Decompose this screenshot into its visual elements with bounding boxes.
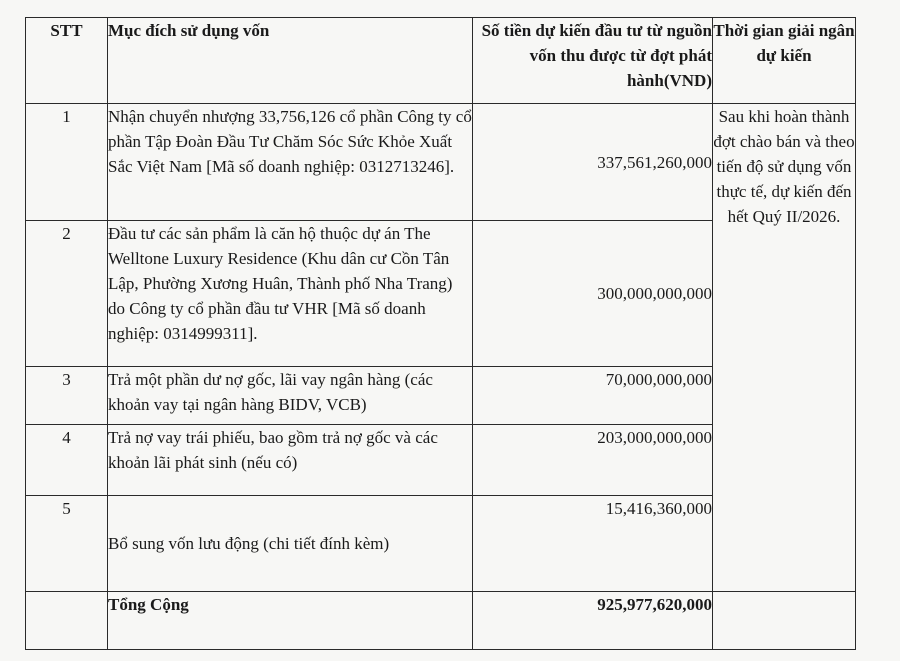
header-disbursement-time: Thời gian giải ngân dự kiến bbox=[713, 18, 856, 104]
row-amount: 15,416,360,000 bbox=[473, 496, 713, 592]
header-stt: STT bbox=[26, 18, 108, 104]
row-purpose: Đầu tư các sản phẩm là căn hộ thuộc dự án The Welltone Luxury Residence (Khu dân cư Cồn Tân Lập, Phường Xương Huân, Thành phố Nha Trang) do Công ty cổ phần đầu tư VHR [Mã số doanh nghiệp: 0314999311]. bbox=[108, 221, 473, 367]
row-amount: 203,000,000,000 bbox=[473, 425, 713, 496]
table-header-row bbox=[26, 18, 856, 104]
total-time-blank bbox=[713, 592, 856, 650]
capital-use-table bbox=[25, 17, 856, 650]
total-stt-blank bbox=[26, 592, 108, 650]
header-amount: Số tiền dự kiến đầu tư từ nguồn vốn thu được từ đợt phát hành(VND) bbox=[473, 18, 713, 104]
row-stt: 5 bbox=[26, 496, 108, 592]
total-amount: 925,977,620,000 bbox=[473, 592, 713, 650]
total-row bbox=[26, 592, 856, 650]
table-row bbox=[26, 104, 856, 221]
disbursement-time-cell: Sau khi hoàn thành đợt chào bán và theo tiến độ sử dụng vốn thực tế, dự kiến đến hết Quý II/2026. bbox=[713, 104, 856, 592]
row-amount: 300,000,000,000 bbox=[473, 221, 713, 367]
header-purpose: Mục đích sử dụng vốn bbox=[108, 18, 473, 104]
row-stt: 1 bbox=[26, 104, 108, 221]
row-purpose: Bổ sung vốn lưu động (chi tiết đính kèm) bbox=[108, 496, 473, 592]
total-label: Tổng Cộng bbox=[108, 592, 473, 650]
row-stt: 2 bbox=[26, 221, 108, 367]
row-purpose: Trả nợ vay trái phiếu, bao gồm trả nợ gốc và các khoản lãi phát sinh (nếu có) bbox=[108, 425, 473, 496]
row-stt: 3 bbox=[26, 367, 108, 425]
row-amount: 337,561,260,000 bbox=[473, 104, 713, 221]
row-purpose: Trả một phần dư nợ gốc, lãi vay ngân hàng (các khoản vay tại ngân hàng BIDV, VCB) bbox=[108, 367, 473, 425]
row-stt: 4 bbox=[26, 425, 108, 496]
row-purpose: Nhận chuyển nhượng 33,756,126 cổ phần Công ty cổ phần Tập Đoàn Đầu Tư Chăm Sóc Sức Khỏe Xuất Sắc Việt Nam [Mã số doanh nghiệp: 0312713246]. bbox=[108, 104, 473, 221]
row-amount: 70,000,000,000 bbox=[473, 367, 713, 425]
